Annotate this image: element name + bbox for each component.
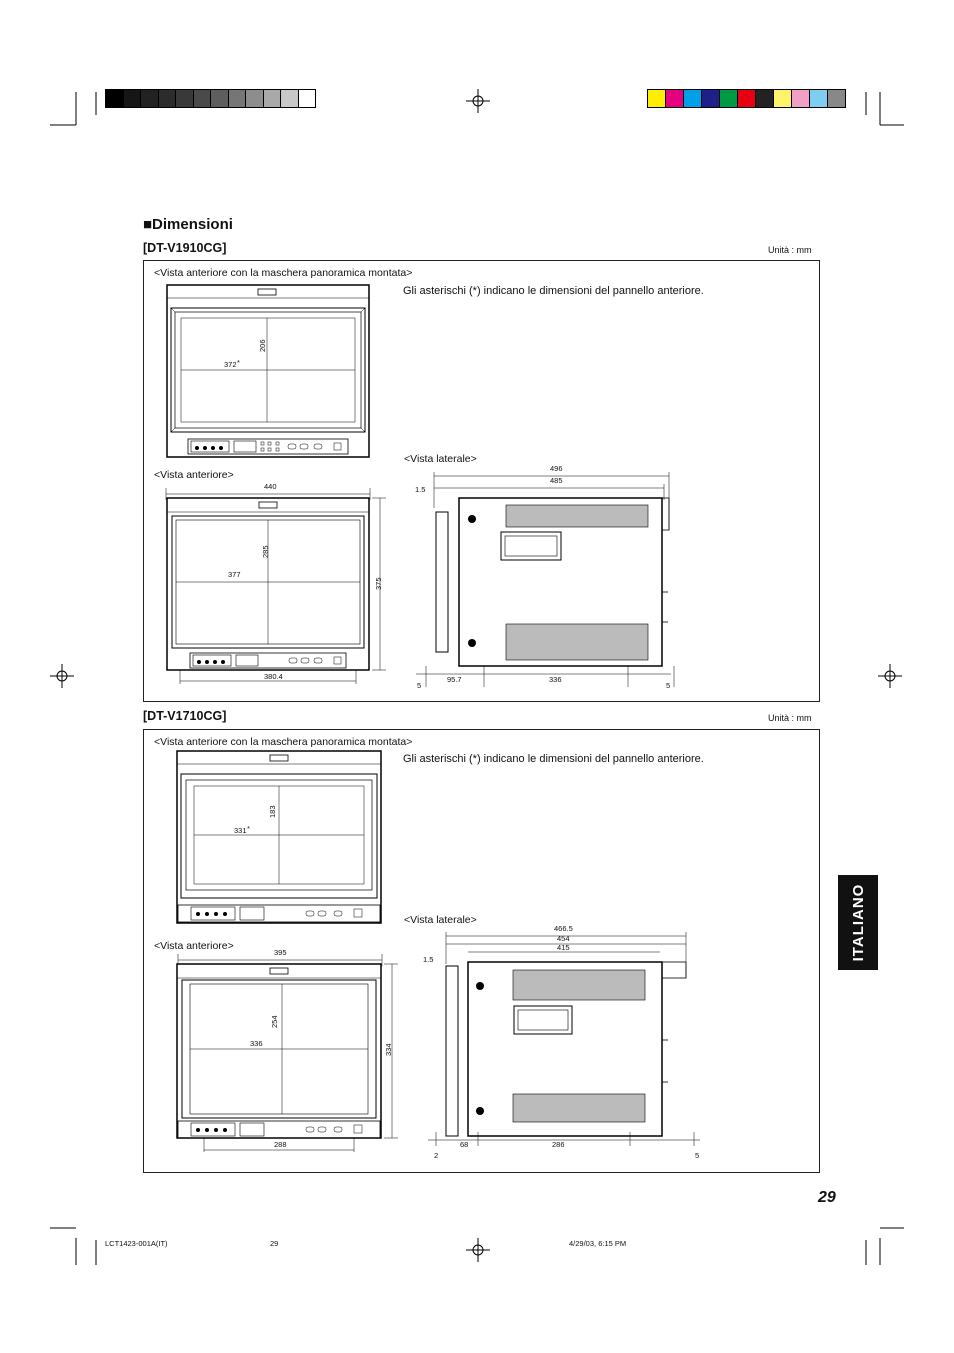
page-number: 29	[818, 1189, 836, 1206]
swatch	[827, 90, 845, 107]
dim-front-width: 395	[274, 948, 287, 957]
view-front-label: <Vista anteriore>	[154, 469, 234, 481]
swatch	[298, 90, 316, 107]
monitor-side-drawing	[416, 472, 686, 682]
swatch	[809, 90, 827, 107]
swatch	[228, 90, 246, 107]
swatch	[210, 90, 228, 107]
dim-foot-width: 288	[274, 1140, 287, 1149]
dim-screen-height: 285	[261, 545, 270, 558]
swatch	[665, 90, 683, 107]
dim-side-left: 2	[434, 1151, 439, 1160]
dim-screen-width: 377	[228, 570, 241, 579]
monitor-mask-front-drawing	[176, 750, 382, 926]
dim-mask-height: 206	[258, 339, 267, 352]
swatch	[140, 90, 158, 107]
dim-side-body: 485	[550, 476, 563, 485]
color-bar	[647, 89, 846, 108]
gray-scale-bar	[105, 89, 316, 108]
unit-label-2: Unità : mm	[768, 713, 812, 723]
dim-side-front: 1.5	[423, 955, 434, 964]
view-mask-label: <Vista anteriore con la maschera panoramica montata>	[154, 736, 413, 748]
swatch	[193, 90, 211, 107]
dim-side-body: 454	[557, 934, 570, 943]
dim-mask-width: 331	[234, 826, 247, 835]
swatch	[701, 90, 719, 107]
monitor-mask-front-drawing	[166, 284, 370, 458]
dim-front-height: 334	[384, 1043, 393, 1056]
dim-side-total: 466.5	[554, 924, 573, 933]
view-side-label: <Vista laterale>	[404, 453, 477, 465]
swatch	[755, 90, 773, 107]
swatch	[106, 90, 123, 107]
dim-side-b: 286	[552, 1140, 565, 1149]
swatch	[158, 90, 176, 107]
swatch	[791, 90, 809, 107]
language-tab	[838, 875, 878, 970]
view-side-label: <Vista laterale>	[404, 914, 477, 926]
asterisk-note: Gli asterischi (*) indicano le dimensioni del pannello anteriore.	[403, 753, 704, 765]
section-title: ■Dimensioni	[143, 216, 233, 233]
view-front-label: <Vista anteriore>	[154, 940, 234, 952]
view-mask-label: <Vista anteriore con la maschera panoramica montata>	[154, 267, 413, 279]
dim-screen-height: 254	[270, 1015, 279, 1028]
swatch	[175, 90, 193, 107]
language-tab-label: ITALIANO	[849, 883, 867, 962]
monitor-front-drawing	[176, 954, 402, 1154]
dim-foot-width: 380.4	[264, 672, 283, 681]
footer-left: LCT1423-001A(IT)	[105, 1239, 168, 1248]
swatch	[773, 90, 791, 107]
dim-mask-height: 183	[268, 805, 277, 818]
dim-side-a: 68	[460, 1140, 469, 1149]
dim-side-c: 415	[557, 943, 570, 952]
dim-side-a: 95.7	[447, 675, 462, 684]
dim-side-front: 1.5	[415, 485, 426, 494]
dim-side-left: 5	[417, 681, 422, 690]
model-2-title: [DT-V1710CG]	[143, 709, 227, 723]
footer-center: 29	[270, 1239, 279, 1248]
footer-right: 4/29/03, 6:15 PM	[569, 1239, 627, 1248]
swatch	[737, 90, 755, 107]
monitor-side-drawing	[428, 932, 700, 1146]
monitor-front-drawing	[164, 488, 386, 688]
swatch	[245, 90, 263, 107]
swatch	[123, 90, 141, 107]
dim-mask-width: 372	[224, 360, 237, 369]
dim-side-total: 496	[550, 464, 563, 473]
swatch	[683, 90, 701, 107]
unit-label-1: Unità : mm	[768, 245, 812, 255]
asterisk-note: Gli asterischi (*) indicano le dimensioni del pannello anteriore.	[403, 285, 704, 297]
swatch	[648, 90, 665, 107]
swatch	[263, 90, 281, 107]
swatch	[719, 90, 737, 107]
model-1-title: [DT-V1910CG]	[143, 241, 227, 255]
swatch	[280, 90, 298, 107]
dim-side-right: 5	[666, 681, 671, 690]
dim-front-height: 375	[374, 577, 383, 590]
dim-screen-width: 336	[250, 1039, 263, 1048]
dim-side-b: 336	[549, 675, 562, 684]
dim-front-width: 440	[264, 482, 277, 491]
dim-side-right: 5	[695, 1151, 700, 1160]
